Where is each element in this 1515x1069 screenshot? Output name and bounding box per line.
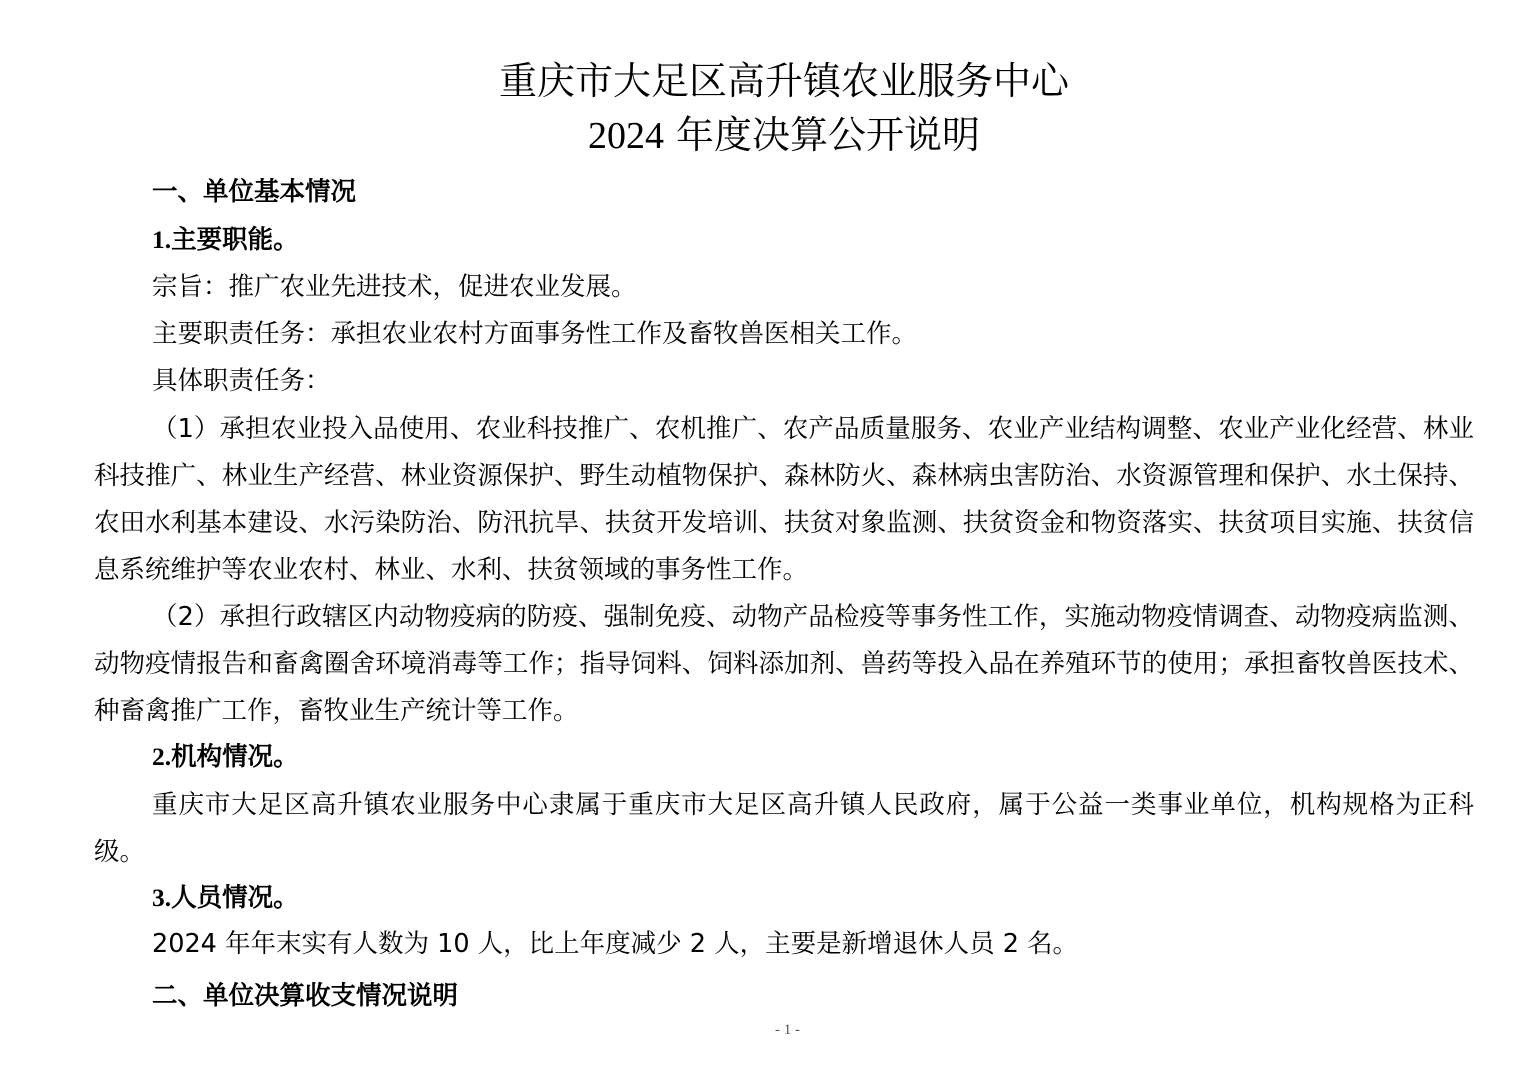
sub2-heading [152, 740, 299, 774]
staff-info-text: 2024 年年末实有人数为 10 人，比上年度减少 2 人，主要是新增退休人员 2 名。 [152, 929, 1079, 959]
document-title-line1: 重庆市大足区高升镇农业服务中心 [498, 59, 1069, 103]
org-info-paragraph: 重庆市大足区高升镇农业服务中心隶属于重庆市大足区高升镇人民政府，属于公益一类事业单位，机构规格为正科级。 [94, 790, 1474, 867]
title-line2-text: 年度决算公开说明 [663, 113, 981, 157]
sub1-number: 1. [152, 225, 172, 254]
section2-heading: 二、单位决算收支情况说明 [152, 981, 459, 1011]
page-number: - 1 - [775, 1022, 800, 1038]
sub3-number: 3. [152, 883, 172, 912]
duty1-paragraph: （1）承担农业投入品使用、农业科技推广、农机推广、农产品质量服务、农业产业结构调整、农业产业化经营、林业科技推广、林业生产经营、林业资源保护、野生动植物保护、森林防火、森林病虫害防治、水资源管理和保护、水土保持、农田水利基本建设、水污染防治、防汛抗旱、扶贫开发培训、扶贫对象监测、扶贫资金和物资落实、扶贫项目实施、扶贫信息系统维护等农业农村、林业、水利、扶贫领域的事务性工作。 [94, 414, 1474, 585]
sub2-number: 2. [152, 742, 172, 771]
sub1-heading [152, 223, 299, 257]
sub1-heading-text: 主要职能。 [171, 225, 299, 255]
sub2-heading-text: 机构情况。 [171, 742, 299, 772]
title-year: 2024 [587, 115, 664, 157]
sub3-heading-text: 人员情况。 [171, 883, 299, 913]
main-duties-text: 主要职责任务：承担农业农村方面事务性工作及畜牧兽医相关工作。 [152, 319, 918, 349]
document-title-line2 [0, 111, 1515, 160]
sub3-heading [152, 881, 299, 915]
specific-duties-label: 具体职责任务： [152, 366, 331, 396]
section1-heading: 一、单位基本情况 [152, 177, 357, 207]
duty2-paragraph: （2）承担行政辖区内动物疫病的防疫、强制免疫、动物产品检疫等事务性工作，实施动物疫情调查、动物疫病监测、动物疫情报告和畜禽圈舍环境消毒等工作；指导饲料、饲料添加剂、兽药等投入品在养殖环节的使用；承担畜牧兽医技术、种畜禽推广工作，畜牧业生产统计等工作。 [94, 602, 1474, 726]
purpose-text: 宗旨：推广农业先进技术，促进农业发展。 [152, 272, 637, 302]
